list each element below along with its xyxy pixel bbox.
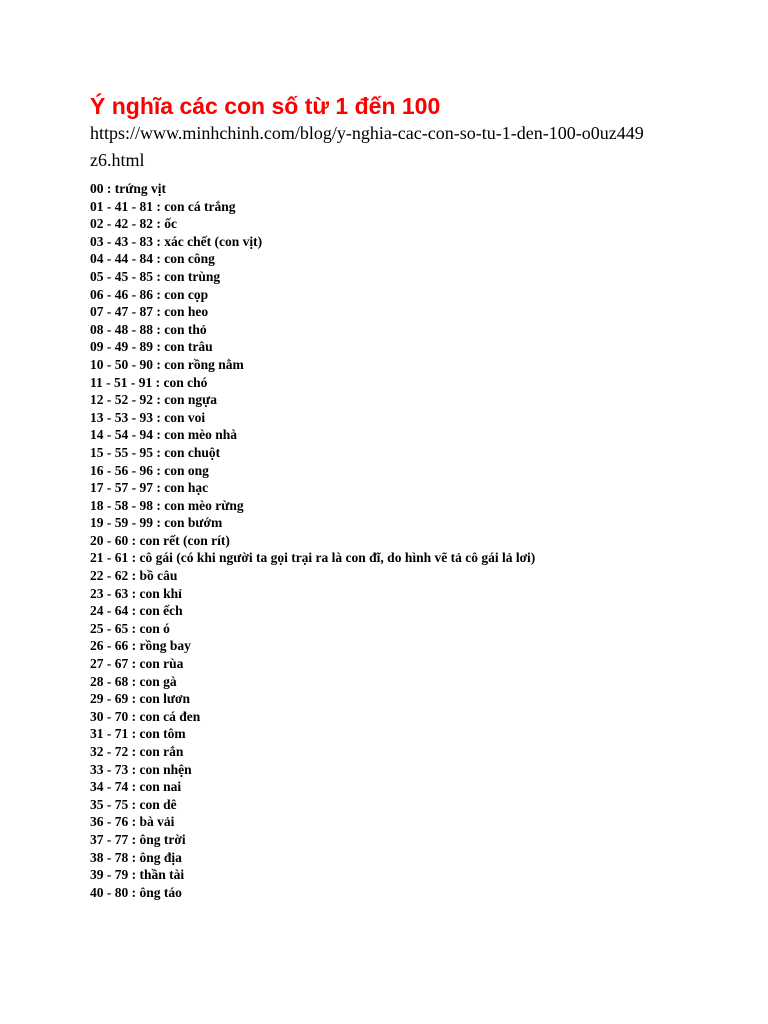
list-item: 40 - 80 : ông táo	[90, 884, 182, 900]
list-item: 22 - 62 : bồ câu	[90, 568, 178, 584]
list-item: 11 - 51 - 91 : con chó	[90, 374, 208, 390]
source-url: https://www.minhchinh.com/blog/y-nghia-cac-con-so-tu-1-den-100-o0uz449z6.html	[90, 123, 644, 170]
list-item: 37 - 77 : ông trời	[90, 831, 186, 847]
list-item: 35 - 75 : con dê	[90, 796, 177, 812]
list-item: 26 - 66 : rồng bay	[90, 638, 191, 654]
list-item: 14 - 54 - 94 : con mèo nhà	[90, 427, 237, 443]
list-item: 29 - 69 : con lươn	[90, 691, 190, 707]
list-item: 20 - 60 : con rết (con rít)	[90, 532, 230, 548]
list-item: 38 - 78 : ông địa	[90, 849, 182, 865]
list-item: 21 - 61 : cô gái (có khi người ta gọi trại ra là con đĩ, do hình vẽ tả cô gái lả lơi)	[90, 550, 536, 566]
list-item: 27 - 67 : con rùa	[90, 656, 184, 672]
list-item: 24 - 64 : con ếch	[90, 603, 183, 619]
list-item: 08 - 48 - 88 : con thỏ	[90, 321, 207, 337]
list-item: 01 - 41 - 81 : con cá trắng	[90, 198, 236, 214]
document-page	[90, 92, 750, 901]
list-item: 15 - 55 - 95 : con chuột	[90, 444, 221, 460]
list-item: 03 - 43 - 83 : xác chết (con vịt)	[90, 233, 263, 249]
list-item: 16 - 56 - 96 : con ong	[90, 462, 209, 478]
list-item: 07 - 47 - 87 : con heo	[90, 304, 209, 320]
list-item: 30 - 70 : con cá đen	[90, 708, 201, 724]
list-item: 09 - 49 - 89 : con trâu	[90, 339, 213, 355]
list-item: 23 - 63 : con khỉ	[90, 585, 182, 601]
list-item: 28 - 68 : con gà	[90, 673, 177, 689]
list-item: 05 - 45 - 85 : con trùng	[90, 268, 221, 284]
list-item: 17 - 57 - 97 : con hạc	[90, 480, 209, 496]
list-item: 19 - 59 - 99 : con bướm	[90, 515, 223, 531]
list-item: 32 - 72 : con rắn	[90, 744, 184, 759]
list-item: 25 - 65 : con ó	[90, 620, 170, 636]
list-item: 06 - 46 - 86 : con cọp	[90, 286, 209, 302]
list-item: 12 - 52 - 92 : con ngựa	[90, 392, 217, 408]
list-item: 33 - 73 : con nhện	[90, 761, 192, 777]
list-item: 31 - 71 : con tôm	[90, 726, 186, 742]
list-item: 10 - 50 - 90 : con rồng nằm	[90, 356, 244, 372]
list-item: 39 - 79 : thần tài	[90, 867, 185, 883]
number-meaning-list	[90, 180, 750, 901]
list-item: 13 - 53 - 93 : con voi	[90, 409, 206, 425]
list-item: 04 - 44 - 84 : con công	[90, 251, 215, 267]
list-item: 18 - 58 - 98 : con mèo rừng	[90, 497, 244, 513]
list-item: 02 - 42 - 82 : ốc	[90, 216, 177, 232]
list-item: 36 - 76 : bà vải	[90, 814, 175, 830]
list-item: 34 - 74 : con nai	[90, 779, 182, 795]
list-item: 00 : trứng vịt	[90, 181, 166, 196]
document-title: Ý nghĩa các con số từ 1 đến 100	[90, 93, 441, 119]
